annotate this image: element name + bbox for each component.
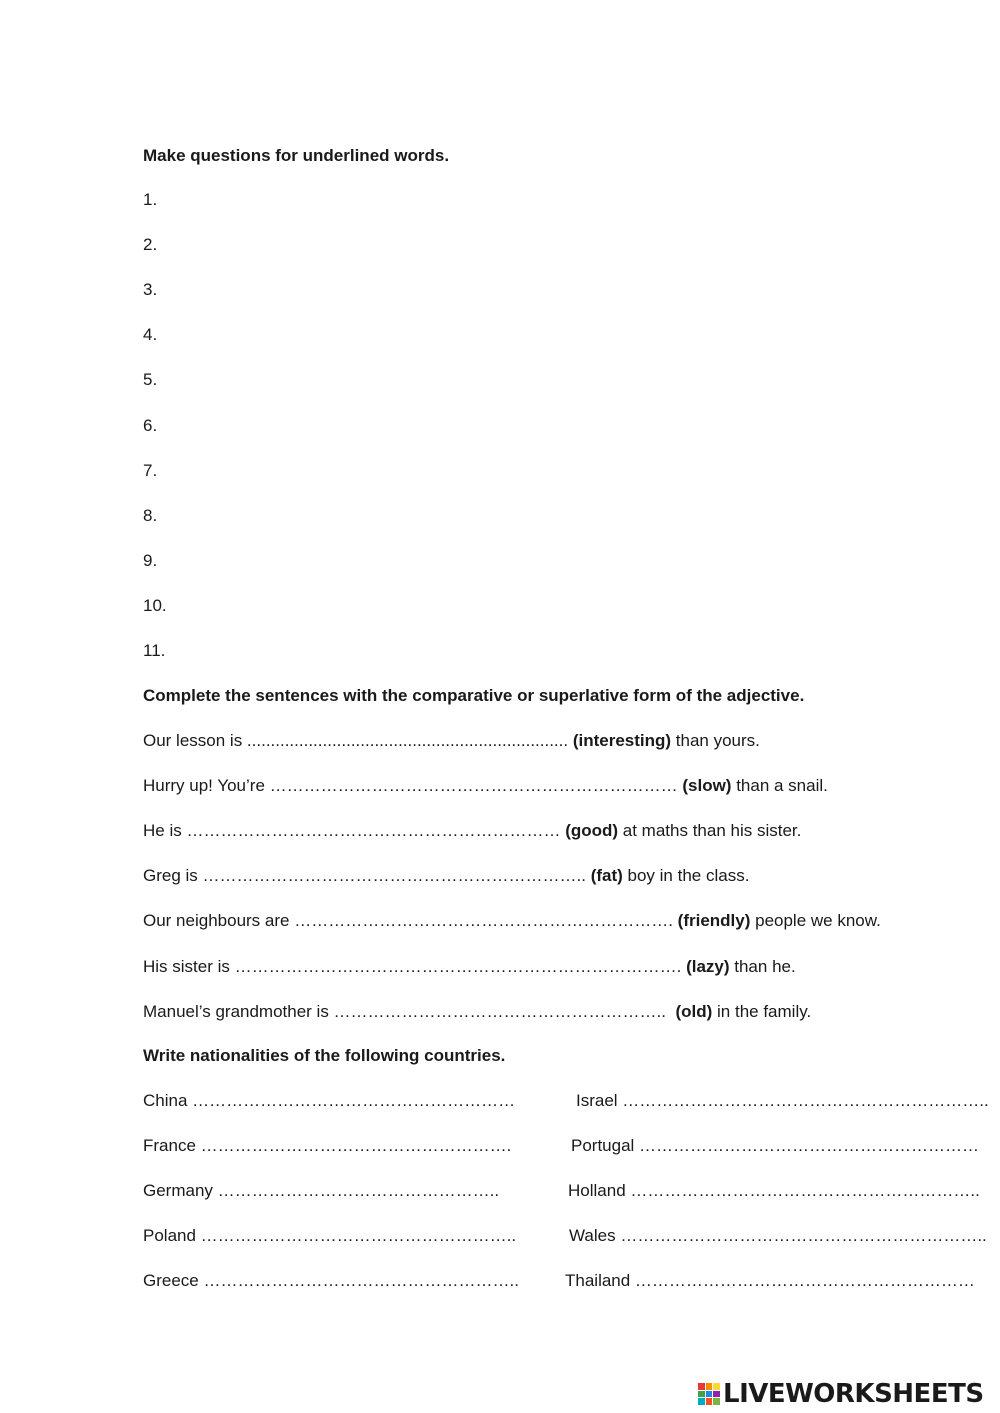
country-left: China ………………………………………………… bbox=[143, 1091, 516, 1110]
sentence-tail: than a snail. bbox=[731, 776, 828, 796]
adjective-hint: (old) bbox=[675, 1001, 713, 1021]
sentence-row bbox=[143, 957, 796, 977]
logo-tile bbox=[713, 1383, 720, 1390]
sentence-text: His sister is ……………………………………………………………………. bbox=[143, 956, 687, 976]
question-number: 8. bbox=[143, 505, 158, 525]
logo-tile bbox=[713, 1391, 720, 1398]
adjective-hint: (fat) bbox=[590, 866, 623, 886]
sentence-row bbox=[143, 776, 828, 796]
question-number: 6. bbox=[143, 415, 158, 435]
logo-tile bbox=[706, 1391, 713, 1398]
adjective-hint: (lazy) bbox=[686, 956, 730, 976]
country-right: Thailand …………………………………………………… bbox=[565, 1271, 975, 1291]
question-number: 7. bbox=[143, 460, 158, 480]
adjective-hint: (interesting) bbox=[572, 731, 672, 750]
logo-tile bbox=[713, 1398, 720, 1405]
sentence-row bbox=[143, 731, 760, 751]
country-right: Israel ……………………………………………………….. bbox=[576, 1091, 989, 1110]
country-right: Holland …………………………………………………….. bbox=[568, 1181, 980, 1201]
question-number: 5. bbox=[143, 370, 158, 390]
question-number: 10. bbox=[143, 595, 167, 615]
sentence-tail: than he. bbox=[729, 956, 796, 976]
section1-heading: Make questions for underlined words. bbox=[143, 146, 450, 165]
adjective-hint: (friendly) bbox=[677, 911, 751, 931]
section2-heading: Complete the sentences with the comparative or superlative form of the adjective. bbox=[143, 686, 805, 705]
logo-tile bbox=[698, 1383, 705, 1390]
sentence-row bbox=[143, 866, 749, 886]
sentence-text: Hurry up! You’re ……………………………………………………………… bbox=[143, 776, 683, 796]
question-number: 4. bbox=[143, 325, 158, 345]
sentence-tail: people we know. bbox=[750, 911, 881, 931]
sentence-text: Manuel’s grandmother is ………………………………………………….. bbox=[143, 1001, 676, 1021]
question-number: 11. bbox=[143, 641, 166, 660]
liveworksheets-logo bbox=[698, 1381, 984, 1407]
country-left: Poland ……………………………………………….. bbox=[143, 1226, 517, 1246]
section3-heading: Write nationalities of the following countries. bbox=[143, 1046, 506, 1065]
adjective-hint: (good) bbox=[565, 821, 619, 841]
sentence-text: Our neighbours are …………………………………………………………. bbox=[143, 911, 678, 931]
country-right: Wales ……………………………………………………….. bbox=[569, 1226, 987, 1246]
sentence-tail: at maths than his sister. bbox=[618, 821, 802, 841]
sentence-row bbox=[143, 911, 881, 931]
sentence-tail: boy in the class. bbox=[622, 866, 750, 886]
question-number: 1. bbox=[143, 190, 158, 209]
question-number: 2. bbox=[143, 235, 158, 255]
sentence-text: Our lesson is .................................................................... bbox=[143, 731, 573, 750]
country-left: Greece ……………………………………………….. bbox=[143, 1271, 519, 1291]
sentence-row bbox=[143, 821, 801, 841]
country-right: Portugal …………………………………………………… bbox=[571, 1136, 980, 1156]
country-left: Germany ………………………………………….. bbox=[143, 1181, 500, 1201]
logo-grid-icon bbox=[698, 1383, 720, 1405]
adjective-hint: (slow) bbox=[682, 776, 732, 796]
country-left: France ………………………………………………. bbox=[143, 1136, 512, 1156]
logo-tile bbox=[706, 1383, 713, 1390]
sentence-tail: in the family. bbox=[712, 1001, 812, 1021]
logo-tile bbox=[706, 1398, 713, 1405]
logo-text: LIVEWORKSHEETS bbox=[723, 1379, 984, 1409]
question-number: 3. bbox=[143, 280, 158, 300]
sentence-tail: than yours. bbox=[671, 731, 760, 750]
question-number: 9. bbox=[143, 550, 158, 570]
sentence-row bbox=[143, 1002, 811, 1022]
sentence-text: Greg is ………………………………………………………….. bbox=[143, 866, 591, 886]
sentence-text: He is ………………………………………………………… bbox=[143, 821, 566, 841]
logo-tile bbox=[698, 1391, 705, 1398]
logo-tile bbox=[698, 1398, 705, 1405]
